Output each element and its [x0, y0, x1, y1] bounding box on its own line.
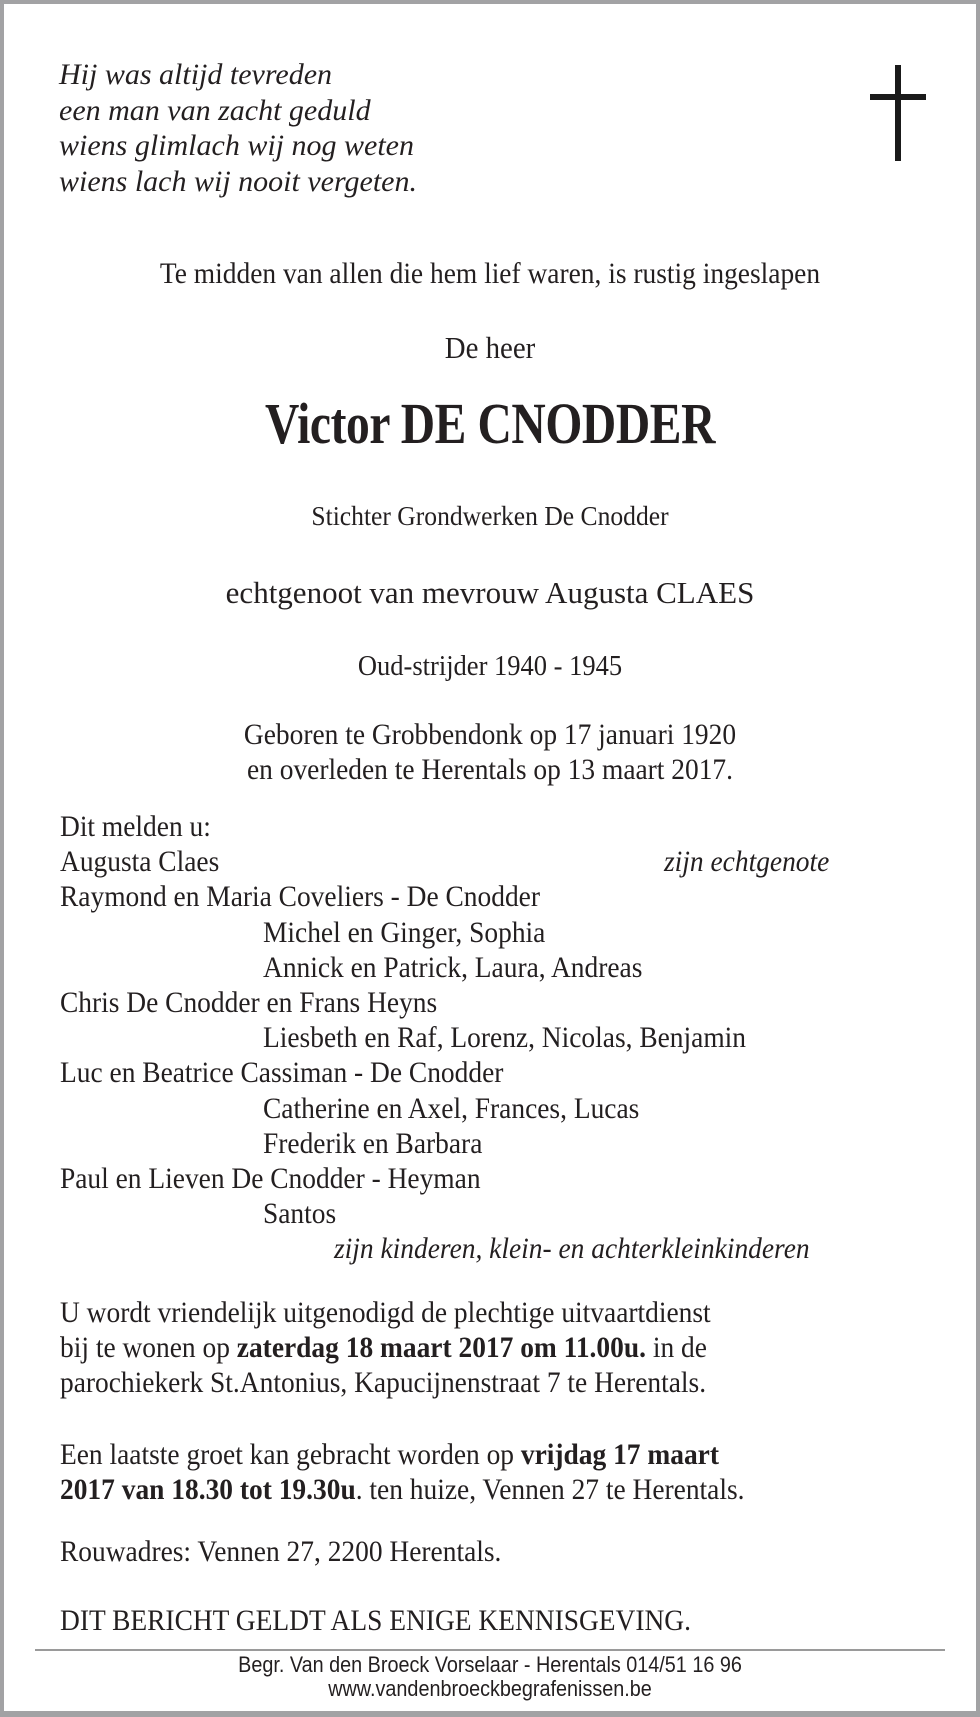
family-closing-row: [60, 1232, 940, 1267]
family-row: Liesbeth en Raf, Lorenz, Nicolas, Benjamin: [263, 1022, 747, 1055]
mourning-address: Rouwadres: Vennen 27, 2200 Herentals.: [60, 1536, 502, 1568]
poem-line: een man van zacht geduld: [59, 93, 371, 127]
funeral-line: parochiekerk St.Antonius, Kapucijnenstraat 7 te Herentals.: [60, 1367, 707, 1400]
funeral-line: U wordt vriendelijk uitgenodigd de plechtige uitvaartdienst: [60, 1297, 711, 1329]
poem-line: wiens glimlach wij nog weten: [59, 129, 414, 162]
poem-line: Hij was altijd tevreden: [59, 58, 333, 91]
veteran-line: Oud-strijder 1940 - 1945: [357, 651, 623, 682]
relation-label: zijn kinderen, klein- en achterkleinkinderen: [334, 1233, 810, 1266]
memorial-poem: [59, 57, 417, 199]
birth-line: Geboren te Grobbendonk op 17 januari 1920: [243, 719, 737, 751]
footer: [4, 1653, 976, 1701]
undertaker-info: Begr. Van den Broeck Vorselaar - Herentals 014/51 16 96: [238, 1652, 742, 1677]
title-prefix: De heer: [444, 330, 536, 365]
family-row: Augusta Claes zijn echtgenote: [60, 845, 940, 880]
family-list: [60, 810, 940, 1267]
visitation-line: Een laatste groet kan gebracht worden op vrijdag 17 maart: [60, 1439, 719, 1471]
family-heading: Dit melden u:: [60, 811, 211, 843]
visitation-info: [60, 1438, 934, 1508]
footer-divider: [35, 1649, 945, 1651]
intro-line: Te midden van allen die hem lief waren, is rustig ingeslapen: [159, 258, 821, 290]
relation-label: zijn echtgenote: [664, 846, 830, 879]
latin-cross-icon: [870, 65, 926, 161]
family-row: Catherine en Axel, Frances, Lucas: [263, 1092, 640, 1125]
website-link[interactable]: www.vandenbroeckbegrafenissen.be: [328, 1676, 652, 1701]
family-row: Annick en Patrick, Laura, Andreas: [263, 951, 643, 984]
family-row: Paul en Lieven De Cnodder - Heyman: [60, 1162, 481, 1195]
visitation-line: 2017 van 18.30 tot 19.30u. ten huize, Vennen 27 te Herentals.: [60, 1474, 745, 1507]
deceased-name: Victor DE CNODDER: [264, 391, 716, 456]
funeral-datetime: zaterdag 18 maart 2017 om 11.00u.: [236, 1332, 646, 1365]
family-row: Santos: [263, 1198, 337, 1231]
family-row: Raymond en Maria Coveliers - De Cnodder: [60, 881, 540, 914]
obituary-card: [4, 4, 976, 1711]
family-row: Luc en Beatrice Cassiman - De Cnodder: [60, 1057, 504, 1090]
funeral-line: bij te wonen op zaterdag 18 maart 2017 om 11.00u. in de: [60, 1332, 707, 1365]
notice-line: DIT BERICHT GELDT ALS ENIGE KENNISGEVING.: [60, 1605, 691, 1637]
family-row: Frederik en Barbara: [263, 1127, 483, 1160]
family-row: Chris De Cnodder en Frans Heyns: [60, 986, 438, 1019]
death-line: en overleden te Herentals op 13 maart 2017.: [246, 754, 734, 786]
occupation-line: Stichter Grondwerken De Cnodder: [311, 500, 669, 531]
funeral-service-info: [60, 1296, 934, 1402]
family-row: Michel en Ginger, Sophia: [263, 916, 546, 949]
birth-death-dates: [38, 718, 942, 788]
spouse-line: echtgenoot van mevrouw Augusta CLAES: [225, 575, 755, 610]
poem-line: wiens lach wij nooit vergeten.: [59, 164, 417, 198]
